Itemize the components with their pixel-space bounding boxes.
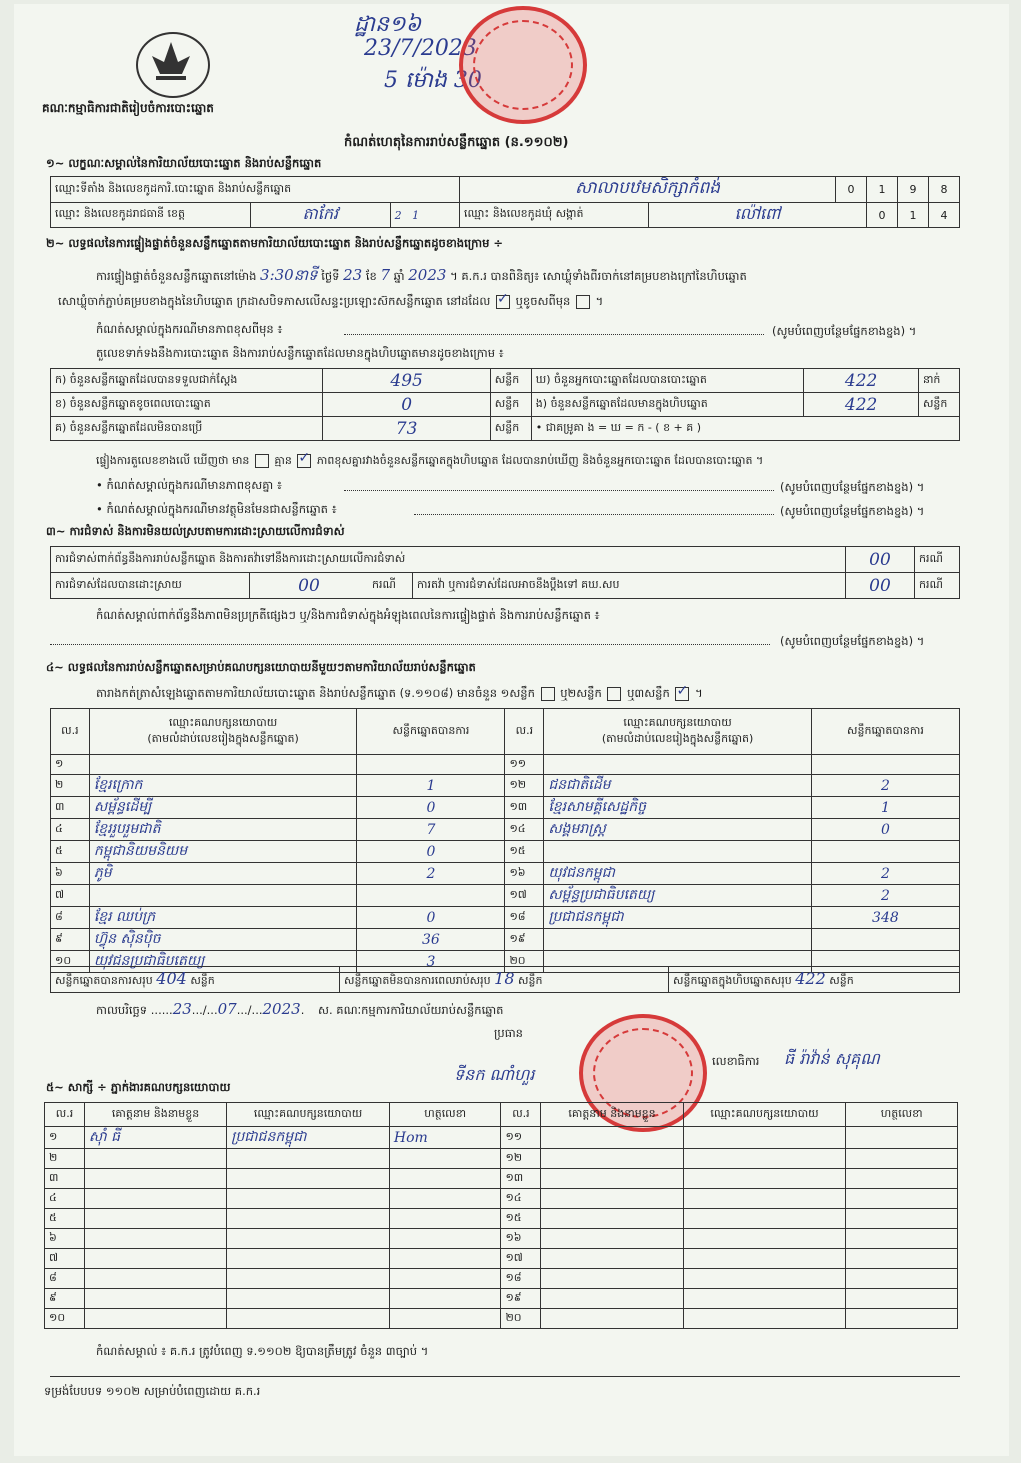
witness-party [227,1309,390,1329]
witness-name [84,1269,226,1289]
witness-number: ១៦ [501,1229,541,1249]
table-row [51,863,960,885]
location-label: ឈ្មោះទីតាំង និងលេខកូដការិ.បោះឆ្នោត និងរាប់សន្លឹកឆ្នោត [51,177,460,203]
witness-signature [389,1289,501,1309]
party-name: សម្ព័ន្ធប្រជាធិបតេយ្យ [544,885,812,907]
table-row [51,819,960,841]
witness-number: ៨ [45,1269,85,1289]
witness-party [683,1249,846,1269]
totals-table: សន្លឹកឆ្នោតបានការសរុប 404 សន្លឹក សន្លឹកឆ្នោតមិនបានការពេលរាប់សរុប 18 សន្លឹក សន្លឹកឆ្នោតក្នុងហិបឆ្នោតសរុប 422 សន្លឹក [50,966,960,993]
witness-name [541,1127,683,1149]
party-name [544,841,812,863]
witness-signature [389,1169,501,1189]
witness-name [541,1149,683,1169]
witness-party [227,1149,390,1169]
commune-code-digit: 0 [867,203,898,228]
appeal-label: ការតវ៉ា ឬការជំទាស់ដែលអាចនឹងប្តឹងទៅ គឃ.សប [413,573,846,599]
non-ballot-note-label: • កំណត់សម្គាល់ក្នុងករណីមានវត្ថុមិនមែនជាសន្លឹកឆ្នោត ៖ [96,502,337,516]
witness-signature [389,1189,501,1209]
witness-signature [389,1209,501,1229]
sign-year: 2023 [262,1000,301,1018]
table-row [45,1309,958,1329]
difference-note-label: កំណត់សម្គាល់ក្នុងករណីមានភាពខុសពីមុន ៖ [96,322,283,336]
handwritten-code: ដ្ឋាន១៦ [354,12,422,37]
witness-name [541,1249,683,1269]
table-row [45,1127,958,1149]
objections-value: 00 [846,547,915,573]
party-name: សម្ព័ន្ធដើម្បី [89,797,357,819]
committee-logo [136,32,210,98]
party-votes: 2 [811,885,959,907]
party-votes: 1 [357,775,505,797]
party-name: ខ្មែរសាមគ្គីសេដ្ឋកិច្ច [544,797,812,819]
party-number: ៧ [51,885,90,907]
party-name [89,885,357,907]
total-valid-value: 404 [156,969,187,988]
verify-day: 23 [343,266,363,284]
party-number: ១៣ [505,797,544,819]
party-number: ១០ [51,951,90,973]
party-votes: 2 [811,863,959,885]
table-row [51,797,960,819]
witness-signature [389,1229,501,1249]
spoiled-value: 0 [323,393,490,417]
table-row [51,885,960,907]
witness-name [84,1309,226,1329]
witness-name [84,1189,226,1209]
party-name [89,755,357,775]
discrepancy-line: ផ្ទៀងការតួលេខខាងលើ ឃើញថា មាន គ្មាន ✓ ភាពខុសគ្នារវាងចំនួនសន្លឹកឆ្នោតក្នុងហិបឆ្នោត ដែលបានរាប់ឃើញ និងចំនួនអ្នកបោះឆ្នោត ដែលបានបោះឆ្នោត ។ [96,454,763,470]
witness-name [541,1209,683,1229]
witness-number: ១២ [501,1149,541,1169]
spoiled-label: ខ) ចំនួនសន្លឹកឆ្នោតខូចពេលបោះឆ្នោត [51,393,323,417]
total-invalid-value: 18 [494,969,515,988]
witness-party [227,1189,390,1209]
party-votes: 3 [357,951,505,973]
witness-party [683,1289,846,1309]
party-votes: 0 [357,797,505,819]
figures-table: ក) ចំនួនសន្លឹកឆ្នោតដែលបានទទួលជាក់ស្តែង 495 សន្លឹក ឃ) ចំនួនអ្នកបោះឆ្នោតដែលបានបោះឆ្នោត 422 នាក់ ខ) ចំនួនសន្លឹកឆ្នោតខូចពេលបោះឆ្នោត 0 សន្លឹក ង) ចំនួនសន្លឹកឆ្នោតដែលមានក្នុងហិបឆ្នោត 422 សន្លឹក គ) ចំនួនសន្លឹកឆ្នោតដែលមិនបានប្រើ 73 សន្លឹក • ជាគម្រូគា ង = ឃ = ក - ( ខ + គ ) [50,368,960,441]
party-votes: 1 [811,797,959,819]
witness-party [227,1269,390,1289]
secretary-label: លេខាធិការ [712,1054,760,1068]
party-votes: 2 [811,775,959,797]
irregularities-note: កំណត់សម្គាល់ពាក់ព័ន្ធនឹងភាពមិនប្រក្រតីផ្សេងៗ ឬ/និងការជំទាស់ក្នុងអំឡុងពេលនៃការផ្ទៀងផ្ទាត់ និងការរាប់សន្លឹកឆ្នោត ៖ [96,608,600,622]
table-row [45,1149,958,1169]
witness-signature [846,1229,958,1249]
witness-name [84,1229,226,1249]
location-code-digit: 9 [898,177,929,203]
witness-party [227,1249,390,1269]
witness-number: ៤ [45,1189,85,1209]
section3-title: ៣~ ការជំទាស់ និងការមិនយល់ស្របតាមការដោះស្រាយលើការជំទាស់ [46,524,345,538]
witness-signature [846,1169,958,1189]
table-row [45,1249,958,1269]
witness-number: ២០ [501,1309,541,1329]
party-number: ១៦ [505,863,544,885]
witness-number: ៩ [45,1289,85,1309]
witness-party [683,1229,846,1249]
unused-value: 73 [323,417,490,441]
location-code-digit: 1 [867,177,898,203]
province-code-digit: 1 [412,208,420,222]
location-code-digit: 0 [836,177,867,203]
witness-party [683,1269,846,1289]
form-footer: ទម្រង់បែបបទ ១១០២ សម្រាប់បំពេញដោយ គ.ក.រ [44,1384,261,1398]
witness-party [227,1169,390,1189]
witness-signature [389,1309,501,1329]
witness-name [541,1309,683,1329]
witness-party [227,1229,390,1249]
verify-time: 3:30នាទី [260,266,318,284]
section4-title: ៤~ លទ្ធផលនៃការរាប់សន្លឹកឆ្នោតសម្រាប់គណបក្សនយោបាយនីមួយៗតាមការិយាល័យរាប់សន្លឹកឆ្នោត [46,660,476,674]
witness-number: ១៧ [501,1249,541,1269]
fill-back-note: (សូមបំពេញបន្ថែមផ្នែកខាងខ្នង) ។ [772,324,917,338]
witness-number: ១៥ [501,1209,541,1229]
witness-signature [389,1269,501,1289]
party-number: ៣ [51,797,90,819]
party-name: សង្គមរាស្ត្រ [544,819,812,841]
total-box-value: 422 [795,969,826,988]
party-name: យុវជនប្រជាធិបតេយ្យ [89,951,357,973]
table-row [45,1169,958,1189]
received-value: 495 [323,369,490,393]
witness-name [84,1169,226,1189]
received-label: ក) ចំនួនសន្លឹកឆ្នោតដែលបានទទួលជាក់ស្តែង [51,369,323,393]
table-row [51,841,960,863]
witness-party [227,1289,390,1309]
section5-title: ៥~ សាក្សី ÷ ភ្នាក់ងារគណបក្សនយោបាយ [46,1080,231,1094]
table-row [45,1269,958,1289]
resolved-label: ការជំទាស់ដែលបានដោះស្រាយ [51,573,250,599]
discrepancy-yes-checkbox[interactable] [255,454,269,468]
location-code-digit: 8 [929,177,960,203]
unchanged-checkbox[interactable] [496,295,510,309]
voters-label: ឃ) ចំនួនអ្នកបោះឆ្នោតដែលបានបោះឆ្នោត [531,369,803,393]
section1-title: ១~ លក្ខណៈសម្គាល់នៃការិយាល័យបោះឆ្នោត និងរាប់សន្លឹកឆ្នោត [46,156,322,170]
witness-number: ១០ [45,1309,85,1329]
party-name: កម្ពុជានិយមនិយម [89,841,357,863]
footer-note: កំណត់សម្គាល់ ៖ គ.ក.រ ត្រូវបំពេញ ទ.១១០២ ឱ្យបានត្រឹមត្រូវ ចំនួន ៣ច្បាប់ ។ [96,1344,429,1358]
witness-signature [846,1149,958,1169]
witness-name [541,1269,683,1289]
witness-signature [389,1249,501,1269]
witness-number: ១៨ [501,1269,541,1289]
party-name [544,755,812,775]
witness-number: ២ [45,1149,85,1169]
discrepancy-note-label: • កំណត់សម្គាល់ក្នុងករណីមានភាពខុសគ្នា ៖ [96,478,282,492]
witness-name [541,1169,683,1189]
two-sheets-checkbox[interactable] [607,687,621,701]
party-number: ១១ [505,755,544,775]
party-number: ២០ [505,951,544,973]
witness-name [541,1289,683,1309]
party-number: ៥ [51,841,90,863]
party-votes [811,929,959,951]
party-name [544,929,812,951]
witness-name [84,1209,226,1229]
party-votes: 2 [357,863,505,885]
party-votes: 0 [811,819,959,841]
voters-value: 422 [804,369,919,393]
witness-signature [846,1209,958,1229]
party-name: ខ្មែរក្រោក [89,775,357,797]
damaged-checkbox[interactable] [576,295,590,309]
commune-code-digit: 1 [898,203,929,228]
handwritten-time: 5 ម៉ោង 30 [384,68,482,93]
witness-name [541,1229,683,1249]
official-seal-top [459,6,587,124]
party-name: ខ្មែររួបរួមជាតិ [89,819,357,841]
ballots-in-box-label: ង) ចំនួនសន្លឹកឆ្នោតដែលមានក្នុងហិបឆ្នោត [531,393,803,417]
witness-signature [846,1269,958,1289]
party-name: ភូមិ [89,863,357,885]
witness-name [84,1149,226,1169]
party-votes: 0 [357,841,505,863]
witness-party: ប្រជាជនកម្ពុជា [227,1127,390,1149]
party-number: ៩ [51,929,90,951]
witness-number: ១៣ [501,1169,541,1189]
party-name: ហ៊្វុន ស៊ិនប៉ិច [89,929,357,951]
discrepancy-no-checkbox[interactable] [297,454,311,468]
witness-name [541,1189,683,1209]
table-row [51,929,960,951]
witness-signature [846,1309,958,1329]
table-row [45,1289,958,1309]
party-votes: 0 [357,907,505,929]
witness-party [683,1127,846,1149]
witness-signature [846,1289,958,1309]
party-votes [357,885,505,907]
province-code-digit: 2 [394,208,402,222]
ballots-in-box-value: 422 [804,393,919,417]
table-row [45,1189,958,1209]
party-votes: 348 [811,907,959,929]
commune-code-digit: 4 [929,203,960,228]
unused-label: គ) ចំនួនសន្លឹកឆ្នោតដែលមិនបានប្រើ [51,417,323,441]
party-number: ១២ [505,775,544,797]
party-votes: 36 [357,929,505,951]
table-row [45,1209,958,1229]
party-number: ១៧ [505,885,544,907]
section1-table [50,176,960,228]
witness-party [683,1169,846,1189]
witness-number: ៧ [45,1249,85,1269]
location-value: សាលាបឋមសិក្សាកំពង់ [460,177,836,203]
form-sheet: ដ្ឋាន១៦ 23/7/2023 5 ម៉ោង 30 គណៈកម្មាធិការជាតិរៀបចំការបោះឆ្នោត កំណត់ហេតុនៃការរាប់សន្លឹកឆ្នោត (ន.១១០២) ១~ លក្ខណៈសម្គាល់នៃការិយាល័យបោះឆ្នោត និងរាប់សន្លឹកឆ្នោត ឈ្មោះទីតាំង និងលេខកូដការិ.បោះឆ្នោត និងរាប់សន្លឹកឆ្នោត សាលាបឋមសិក្សាកំពង់ 0 1 9 8 ឈ្មោះ និងលេខកូដរាជធានី ខេត្ត តាកែវ 2 1 ឈ្មោះ និងលេខកូដឃុំ សង្កាត់ ល៉ៅពៅ 0 1 4 ២~ លទ្ធផលនៃការផ្ទៀងផ្ទាត់ចំនួនសន្លឹកឆ្នោតតាមការិយាល័យបោះឆ្នោត និងរាប់សន្លឹកឆ្នោតដូចខាងក្រោម ÷ ការផ្ទៀងផ្ទាត់ចំនួនសន្លឹកឆ្នោតនៅម៉ោង 3:30នាទី ថ្ងៃទី 23 ខែ 7 ឆ្នាំ 2023 ។ គ.ក.រ បានពិនិត្យ៖ សោឃ្លុំទាំងពីរចាក់នៅគម្របខាងក្រៅនៃហិបឆ្នោត សោឃ្លុំចាក់ភ្ជាប់គម្របខាងក្នុងនៃហិបឆ្នោត ក្រដាសបិទភាសលើសន្ទះប្រឡោះស៊កសន្លឹកឆ្នោត នៅដដែល ✓ ឬខូចសពីមុន ។ កំណត់សម្គាល់ក្នុងករណីមានភាពខុសពីមុន ៖ (សូមបំពេញបន្ថែមផ្នែកខាងខ្នង) ។ តួលេខទាក់ទងនឹងការបោះឆ្នោត និងការរាប់សន្លឹកឆ្នោតដែលមានក្នុងហិបឆ្នោតមានដូចខាងក្រោម ៖ ក) ចំនួនសន្លឹកឆ្នោតដែលបានទទួលជាក់ស្តែង 495 សន្លឹក ឃ) ចំនួនអ្នកបោះឆ្នោតដែលបានបោះឆ្នោត 422 នាក់ ខ) ចំនួនសន្លឹកឆ្នោតខូចពេលបោះឆ្នោត 0 សន្លឹក ង) ចំនួនសន្លឹកឆ្នោតដែលមានក្នុងហិបឆ្នោត 422 សន្លឹក គ) ចំនួនសន្លឹកឆ្នោតដែលមិនបានប្រើ 73 សន្លឹក • ជាគម្រូគា ង = ឃ = ក - ( ខ + គ ) ផ្ទៀងការតួលេខខាងលើ ឃើញថា មាន គ្មាន ✓ ភាពខុសគ្នារវាងចំនួនសន្លឹកឆ្នោតក្នុងហិបឆ្នោត ដែលបានរាប់ឃើញ និងចំនួនអ្នកបោះឆ្នោត ដែលបានបោះឆ្នោត ។ • កំណត់សម្គាល់ក្នុងករណីមានភាពខុសគ្នា ៖ (សូមបំពេញបន្ថែមផ្នែកខាងខ្នង) ។ • កំណត់សម្គាល់ក្នុងករណីមានវត្ថុមិនមែនជាសន្លឹកឆ្នោត ៖ (សូមបំពេញបន្ថែមផ្នែកខាងខ្នង) ។ ៣~ ការជំទាស់ និងការមិនយល់ស្របតាមការដោះស្រាយលើការជំទាស់ ការជំទាស់ពាក់ព័ន្ធនឹងការរាប់សន្លឹកឆ្នោត និងការតវ៉ាទៅនឹងការដោះស្រាយលើការជំទាស់ 00 ករណី ការជំទាស់ដែលបានដោះស្រាយ 00 ករណី ការតវ៉ា ឬការជំទាស់ដែលអាចនឹងប្តឹងទៅ គឃ.សប 00 ករណី កំណត់សម្គាល់ពាក់ព័ន្ធនឹងភាពមិនប្រក្រតីផ្សេងៗ ឬ/និងការជំទាស់ក្នុងអំឡុងពេលនៃការផ្ទៀងផ្ទាត់ និងការរាប់សន្លឹកឆ្នោត ៖ (សូមបំពេញបន្ថែមផ្នែកខាងខ្នង) ។ ៤~ លទ្ធផលនៃការរាប់សន្លឹកឆ្នោតសម្រាប់គណបក្សនយោបាយនីមួយៗតាមការិយាល័យរាប់សន្លឹកឆ្នោត តារាងកត់ត្រាសំឡេងឆ្នោតតាមការិយាល័យបោះឆ្នោត និងរាប់សន្លឹកឆ្នោត (ទ.១១០៨) មានចំនួន ១សន្លឹក ឬ២សន្លឹក ឬ៣សន្លឹក ✓ ។ ល.រ ឈ្មោះគណបក្សនយោបាយ (តាមលំដាប់លេខរៀងក្នុងសន្លឹកឆ្នោត) សន្លឹកឆ្នោតបានការ ល.រ ឈ្មោះគណបក្សនយោបាយ (តាមលំដាប់លេខរៀងក្នុងសន្លឹកឆ្នោត) សន្លឹកឆ្នោតបានការ ១ ១១ ២ ខ្មែរក្រោក 1 ១២ ជនជាតិដើម 2 ៣ សម្ព័ន្ធដើម្បី 0 ១៣ ខ្មែរសាមគ្គីសេដ្ឋកិច្ច 1 ៤ ខ្មែររួបរួមជាតិ 7 ១៤ សង្គមរាស្ត្រ 0 ៥ កម្ពុជានិយមនិយម 0 ១៥ ៦ ភូមិ 2 ១៦ យុវជនកម្ពុជា 2 ៧ ១៧ សម្ព័ន្ធប្រជាធិបតេយ្យ 2 ៨ ខ្មែរ ឈប់ក្រ 0 ១៨ ប្រជាជនកម្ពុជា 348 ៩ ហ៊្វុន ស៊ិនប៉ិច 36 ១៩ ១០ យុវជនប្រជាធិបតេយ្យ 3 ២០ សន្លឹកឆ្នោតបានការសរុប 404 សន្លឹក សន្លឹកឆ្នោតមិនបានការពេលរាប់សរុប 18 សន្លឹក សន្លឹកឆ្នោតក្នុងហិបឆ្នោតសរុប 422 សន្លឹក កាលបរិច្ឆេទ ......23.../...07.../...2023. ស. គណៈកម្មការការិយាល័យរាប់សន្លឹកឆ្នោត ប្រធាន ទីនក ណាំហួរ លេខាធិការ ធី រ៉ាវ៉ាន់ សុគុណ ៥~ សាក្សី ÷ ភ្នាក់ងារគណបក្សនយោបាយ ល.រ គោត្តនាម និងនាមខ្លួន ឈ្មោះគណបក្សនយោបាយ ហត្ថលេខា ល.រ គោត្តនាម និងនាមខ្លួន ឈ្មោះគណបក្សនយោបាយ ហត្ថលេខា ១ ស៊ាំ ធី ប្រជាជនកម្ពុជា Hom ១១ ២ ១២ ៣ ១៣ ៤ ១៤ ៥ ១៥ ៦ ១៦ ៧ ១៧ ៨ ១៨ ៩ ១៩ ១០ ២០ កំណត់សម្គាល់ ៖ គ.ក.រ ត្រូវបំពេញ ទ.១១០២ ឱ្យបានត្រឹមត្រូវ ចំនួន ៣ច្បាប់ ។ ទម្រង់បែបបទ ១១០២ សម្រាប់បំពេញដោយ គ.ក.រ [14,4,1009,1456]
party-votes [357,755,505,775]
witness-party [683,1189,846,1209]
chair-signature: ទីនក ណាំហួរ [454,1065,535,1084]
party-number: ១៩ [505,929,544,951]
party-number: ៤ [51,819,90,841]
witness-signature [846,1127,958,1149]
table-row [45,1229,958,1249]
one-sheet-checkbox[interactable] [541,687,555,701]
witness-number: ១ [45,1127,85,1149]
witness-name [84,1249,226,1269]
party-name: ជនជាតិដើម [544,775,812,797]
verify-year: 2023 [408,266,447,284]
witness-signature [846,1249,958,1269]
party-votes [811,755,959,775]
table-row [51,907,960,929]
witness-name: ស៊ាំ ធី [84,1127,226,1149]
results-table: ល.រ ឈ្មោះគណបក្សនយោបាយ (តាមលំដាប់លេខរៀងក្នុងសន្លឹកឆ្នោត) សន្លឹកឆ្នោតបានការ ល.រ ឈ្មោះគណបក្សនយោបាយ (តាមលំដាប់លេខរៀងក្នុងសន្លឹកឆ្នោត) សន្លឹកឆ្នោតបានការ ១ ១១ ២ ខ្មែរក្រោក 1 ១២ ជនជាតិដើម 2 ៣ សម្ព័ន្ធដើម្បី 0 ១៣ ខ្មែរសាមគ្គីសេដ្ឋកិច្ច 1 ៤ ខ្មែររួបរួមជាតិ 7 ១៤ សង្គមរាស្ត្រ 0 ៥ កម្ពុជានិយមនិយម 0 ១៥ ៦ ភូមិ 2 ១៦ យុវជនកម្ពុជា 2 ៧ ១៧ សម្ព័ន្ធប្រជាធិបតេយ្យ 2 ៨ ខ្មែរ ឈប់ក្រ 0 ១៨ ប្រជាជនកម្ពុជា 348 ៩ ហ៊្វុន ស៊ិនប៉ិច 36 ១៩ ១០ យុវជនប្រជាធិបតេយ្យ 3 ២០ [50,708,960,973]
witness-number: ១៩ [501,1289,541,1309]
formula: • ជាគម្រូគា ង = ឃ = ក - ( ខ + គ ) [531,417,959,441]
commune-value: ល៉ៅពៅ [649,203,867,228]
section2-title: ២~ លទ្ធផលនៃការផ្ទៀងផ្ទាត់ចំនួនសន្លឹកឆ្នោតតាមការិយាល័យបោះឆ្នោត និងរាប់សន្លឹកឆ្នោតដូចខាងក្រោម ÷ [46,236,504,250]
party-name: ប្រជាជនកម្ពុជា [544,907,812,929]
objections-label: ការជំទាស់ពាក់ព័ន្ធនឹងការរាប់សន្លឹកឆ្នោត និងការតវ៉ាទៅនឹងការដោះស្រាយលើការជំទាស់ [51,547,846,573]
resolved-value: 00 [250,573,369,599]
witness-number: ១១ [501,1127,541,1149]
chair-label: ប្រធាន [494,1026,523,1040]
party-name: យុវជនកម្ពុជា [544,863,812,885]
objections-table: ការជំទាស់ពាក់ព័ន្ធនឹងការរាប់សន្លឹកឆ្នោត និងការតវ៉ាទៅនឹងការដោះស្រាយលើការជំទាស់ 00 ករណី ការជំទាស់ដែលបានដោះស្រាយ 00 ករណី ការតវ៉ា ឬការជំទាស់ដែលអាចនឹងប្តឹងទៅ គឃ.សប 00 ករណី [50,546,960,599]
witness-signature [846,1189,958,1209]
sign-day: 23 [172,1000,192,1018]
province-value: តាកែវ [250,203,390,228]
commune-label: ឈ្មោះ និងលេខកូដឃុំ សង្កាត់ [460,203,649,228]
party-number: ១ [51,755,90,775]
secretary-signature: ធី រ៉ាវ៉ាន់ សុគុណ [784,1049,880,1068]
witness-signature [389,1149,501,1169]
witness-number: ៥ [45,1209,85,1229]
party-number: ៦ [51,863,90,885]
party-number: ៨ [51,907,90,929]
figures-intro: តួលេខទាក់ទងនឹងការបោះឆ្នោត និងការរាប់សន្លឹកឆ្នោតដែលមានក្នុងហិបឆ្នោតមានដូចខាងក្រោម ៖ [96,346,504,360]
party-number: ១៨ [505,907,544,929]
party-number: ២ [51,775,90,797]
witness-signature: Hom [389,1127,501,1149]
witness-number: ៦ [45,1229,85,1249]
table-row [51,775,960,797]
sign-month: 07 [217,1000,237,1018]
witness-party [683,1149,846,1169]
witness-party [683,1309,846,1329]
province-label: ឈ្មោះ និងលេខកូដរាជធានី ខេត្ត [51,203,251,228]
party-votes [811,841,959,863]
committee-name: គណៈកម្មាធិការជាតិរៀបចំការបោះឆ្នោត [42,101,214,115]
party-number: ១៥ [505,841,544,863]
witness-number: ១៤ [501,1189,541,1209]
verify-month: 7 [380,266,390,284]
tally-sheets-line: តារាងកត់ត្រាសំឡេងឆ្នោតតាមការិយាល័យបោះឆ្នោត និងរាប់សន្លឹកឆ្នោត (ទ.១១០៨) មានចំនួន ១សន្លឹក ឬ២សន្លឹក ឬ៣សន្លឹក ✓ ។ [96,686,703,703]
party-votes: 7 [357,819,505,841]
handwritten-date: 23/7/2023 [364,36,477,61]
witness-name [84,1289,226,1309]
form-title: កំណត់ហេតុនៃការរាប់សន្លឹកឆ្នោត (ន.១១០២) [344,135,569,150]
party-name: ខ្មែរ ឈប់ក្រ [89,907,357,929]
signing-date-line: កាលបរិច្ឆេទ ......23.../...07.../...2023. ស. គណៈកម្មការការិយាល័យរាប់សន្លឹកឆ្នោត [96,1000,504,1018]
witness-number: ៣ [45,1169,85,1189]
dotted-line [344,334,764,335]
witness-party [683,1209,846,1229]
witness-table: ល.រ គោត្តនាម និងនាមខ្លួន ឈ្មោះគណបក្សនយោបាយ ហត្ថលេខា ល.រ គោត្តនាម និងនាមខ្លួន ឈ្មោះគណបក្សនយោបាយ ហត្ថលេខា ១ ស៊ាំ ធី ប្រជាជនកម្ពុជា Hom ១១ ២ ១២ ៣ ១៣ ៤ ១៤ ៥ ១៥ ៦ ១៦ ៧ ១៧ ៨ ១៨ ៩ ១៩ ១០ ២០ [44,1102,958,1329]
witness-party [227,1209,390,1229]
verify-paragraph: ការផ្ទៀងផ្ទាត់ចំនួនសន្លឹកឆ្នោតនៅម៉ោង 3:30នាទី ថ្ងៃទី 23 ខែ 7 ឆ្នាំ 2023 ។ គ.ក.រ បានពិនិត្យ៖ សោឃ្លុំទាំងពីរចាក់នៅគម្របខាងក្រៅនៃហិបឆ្នោត [96,266,747,284]
party-number: ១៤ [505,819,544,841]
seal-status-line: សោឃ្លុំចាក់ភ្ជាប់គម្របខាងក្នុងនៃហិបឆ្នោត ក្រដាសបិទភាសលើសន្ទះប្រឡោះស៊កសន្លឹកឆ្នោត នៅដដែល ✓ ឬខូចសពីមុន ។ [58,294,603,311]
three-sheets-checkbox[interactable] [675,687,689,701]
table-row [51,755,960,775]
appeal-value: 00 [846,573,915,599]
